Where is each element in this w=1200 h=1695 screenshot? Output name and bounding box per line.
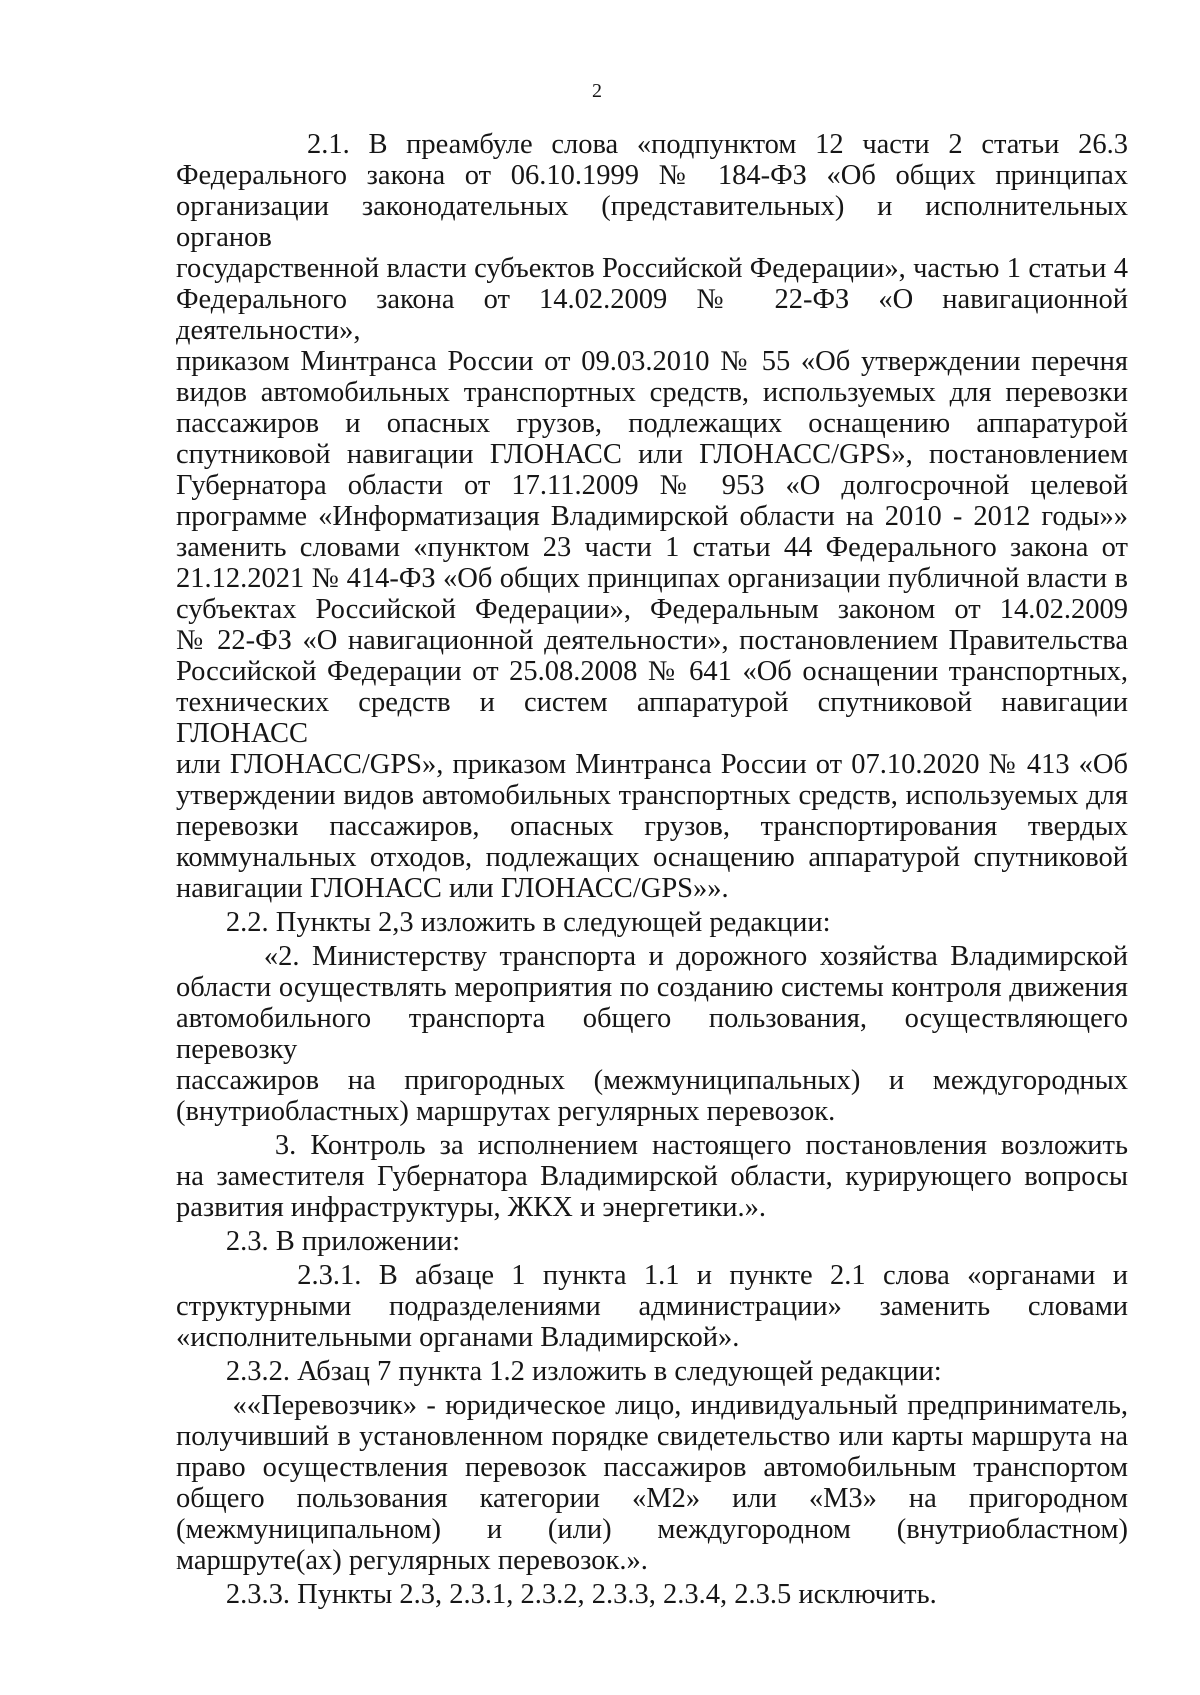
paragraph-p-quote-3 [176,1130,1128,1223]
text-line: заменить словами «пунктом 23 части 1 статьи 44 Федерального закона от [176,532,1128,563]
text-line: государственной власти субъектов Российской Федерации», частью 1 статьи 4 [176,253,1128,284]
paragraph-p-2-3-2 [176,1356,1128,1387]
text-line: спутниковой навигации ГЛОНАСС или ГЛОНАСС/GPS», постановлением [176,439,1128,470]
paragraph-p-2-3-1 [176,1260,1128,1353]
text-line: № 22-ФЗ «О навигационной деятельности», постановлением Правительства [176,625,1128,656]
text-line: Губернатора области от 17.11.2009 № 953 «О долгосрочной целевой [176,470,1128,501]
text-line: 2.1. В преамбуле слова «подпунктом 12 части 2 статьи 26.3 [176,129,1128,160]
text-line: развития инфраструктуры, ЖКХ и энергетики.». [176,1192,766,1223]
text-line: на заместителя Губернатора Владимирской области, курирующего вопросы [176,1161,1128,1192]
paragraph-p-2-3 [176,1226,1128,1257]
text-line: субъектах Российской Федерации», Федеральным законом от 14.02.2009 [176,594,1128,625]
text-line: (межмуниципальном) и (или) междугородном (внутриобластном) [176,1514,1128,1545]
text-line: 2.3. В приложении: [176,1226,461,1257]
text-line: области осуществлять мероприятия по созданию системы контроля движения [176,972,1128,1003]
text-line: 21.12.2021 № 414-ФЗ «Об общих принципах организации публичной власти в [176,563,1128,594]
text-line: 2.2. Пункты 2,3 изложить в следующей редакции: [176,907,831,938]
text-line: пассажиров на пригородных (межмуниципальных) и междугородных [176,1065,1128,1096]
text-line: структурными подразделениями администрации» заменить словами [176,1291,1128,1322]
text-line: «2. Министерству транспорта и дорожного хозяйства Владимирской [176,941,1128,972]
text-line: утверждении видов автомобильных транспортных средств, используемых для [176,780,1128,811]
text-line: навигации ГЛОНАСС или ГЛОНАСС/GPS»». [176,873,729,904]
text-line: право осуществления перевозок пассажиров автомобильным транспортом [176,1452,1128,1483]
text-line: автомобильного транспорта общего пользования, осуществляющего перевозку [176,1003,1128,1065]
text-line: Федерального закона от 06.10.1999 № 184-ФЗ «Об общих принципах [176,160,1128,191]
text-line: Федерального закона от 14.02.2009 № 22-ФЗ «О навигационной деятельности», [176,284,1128,346]
text-line: 2.3.2. Абзац 7 пункта 1.2 изложить в следующей редакции: [176,1356,942,1387]
page-number: 2 [592,80,602,102]
text-line: или ГЛОНАСС/GPS», приказом Минтранса России от 07.10.2020 № 413 «Об [176,749,1128,780]
text-line: видов автомобильных транспортных средств, используемых для перевозки [176,377,1128,408]
text-line: 2.3.1. В абзаце 1 пункта 1.1 и пункте 2.1 слова «органами и [176,1260,1128,1291]
text-line: получивший в установленном порядке свидетельство или карты маршрута на [176,1421,1128,1452]
text-line: Российской Федерации от 25.08.2008 № 641 «Об оснащении транспортных, [176,656,1128,687]
text-line: 3. Контроль за исполнением настоящего постановления возложить [176,1130,1128,1161]
text-line: (внутриобластных) маршрутах регулярных перевозок. [176,1096,836,1127]
paragraph-p-carrier [176,1390,1128,1576]
text-line: пассажиров и опасных грузов, подлежащих оснащению аппаратурой [176,408,1128,439]
paragraph-p-quote-2 [176,941,1128,1127]
text-line: перевозки пассажиров, опасных грузов, транспортирования твердых [176,811,1128,842]
text-line: «исполнительными органами Владимирской». [176,1322,740,1353]
paragraph-p-2-1 [176,129,1128,904]
text-line: приказом Минтранса России от 09.03.2010 № 55 «Об утверждении перечня [176,346,1128,377]
text-line: технических средств и систем аппаратурой спутниковой навигации ГЛОНАСС [176,687,1128,749]
text-line: маршруте(ах) регулярных перевозок.». [176,1545,648,1576]
paragraph-p-2-2 [176,907,1128,938]
text-line: программе «Информатизация Владимирской области на 2010 - 2012 годы»» [176,501,1128,532]
text-line: организации законодательных (представительных) и исполнительных органов [176,191,1128,253]
text-line: коммунальных отходов, подлежащих оснащению аппаратурой спутниковой [176,842,1128,873]
text-line: ««Перевозчик» - юридическое лицо, индивидуальный предприниматель, [176,1390,1128,1421]
text-line: 2.3.3. Пункты 2.3, 2.3.1, 2.3.2, 2.3.3, 2.3.4, 2.3.5 исключить. [176,1579,937,1610]
paragraph-p-2-3-3 [176,1579,1128,1610]
text-line: общего пользования категории «М2» или «М3» на пригородном [176,1483,1128,1514]
document-body [176,129,1128,1610]
